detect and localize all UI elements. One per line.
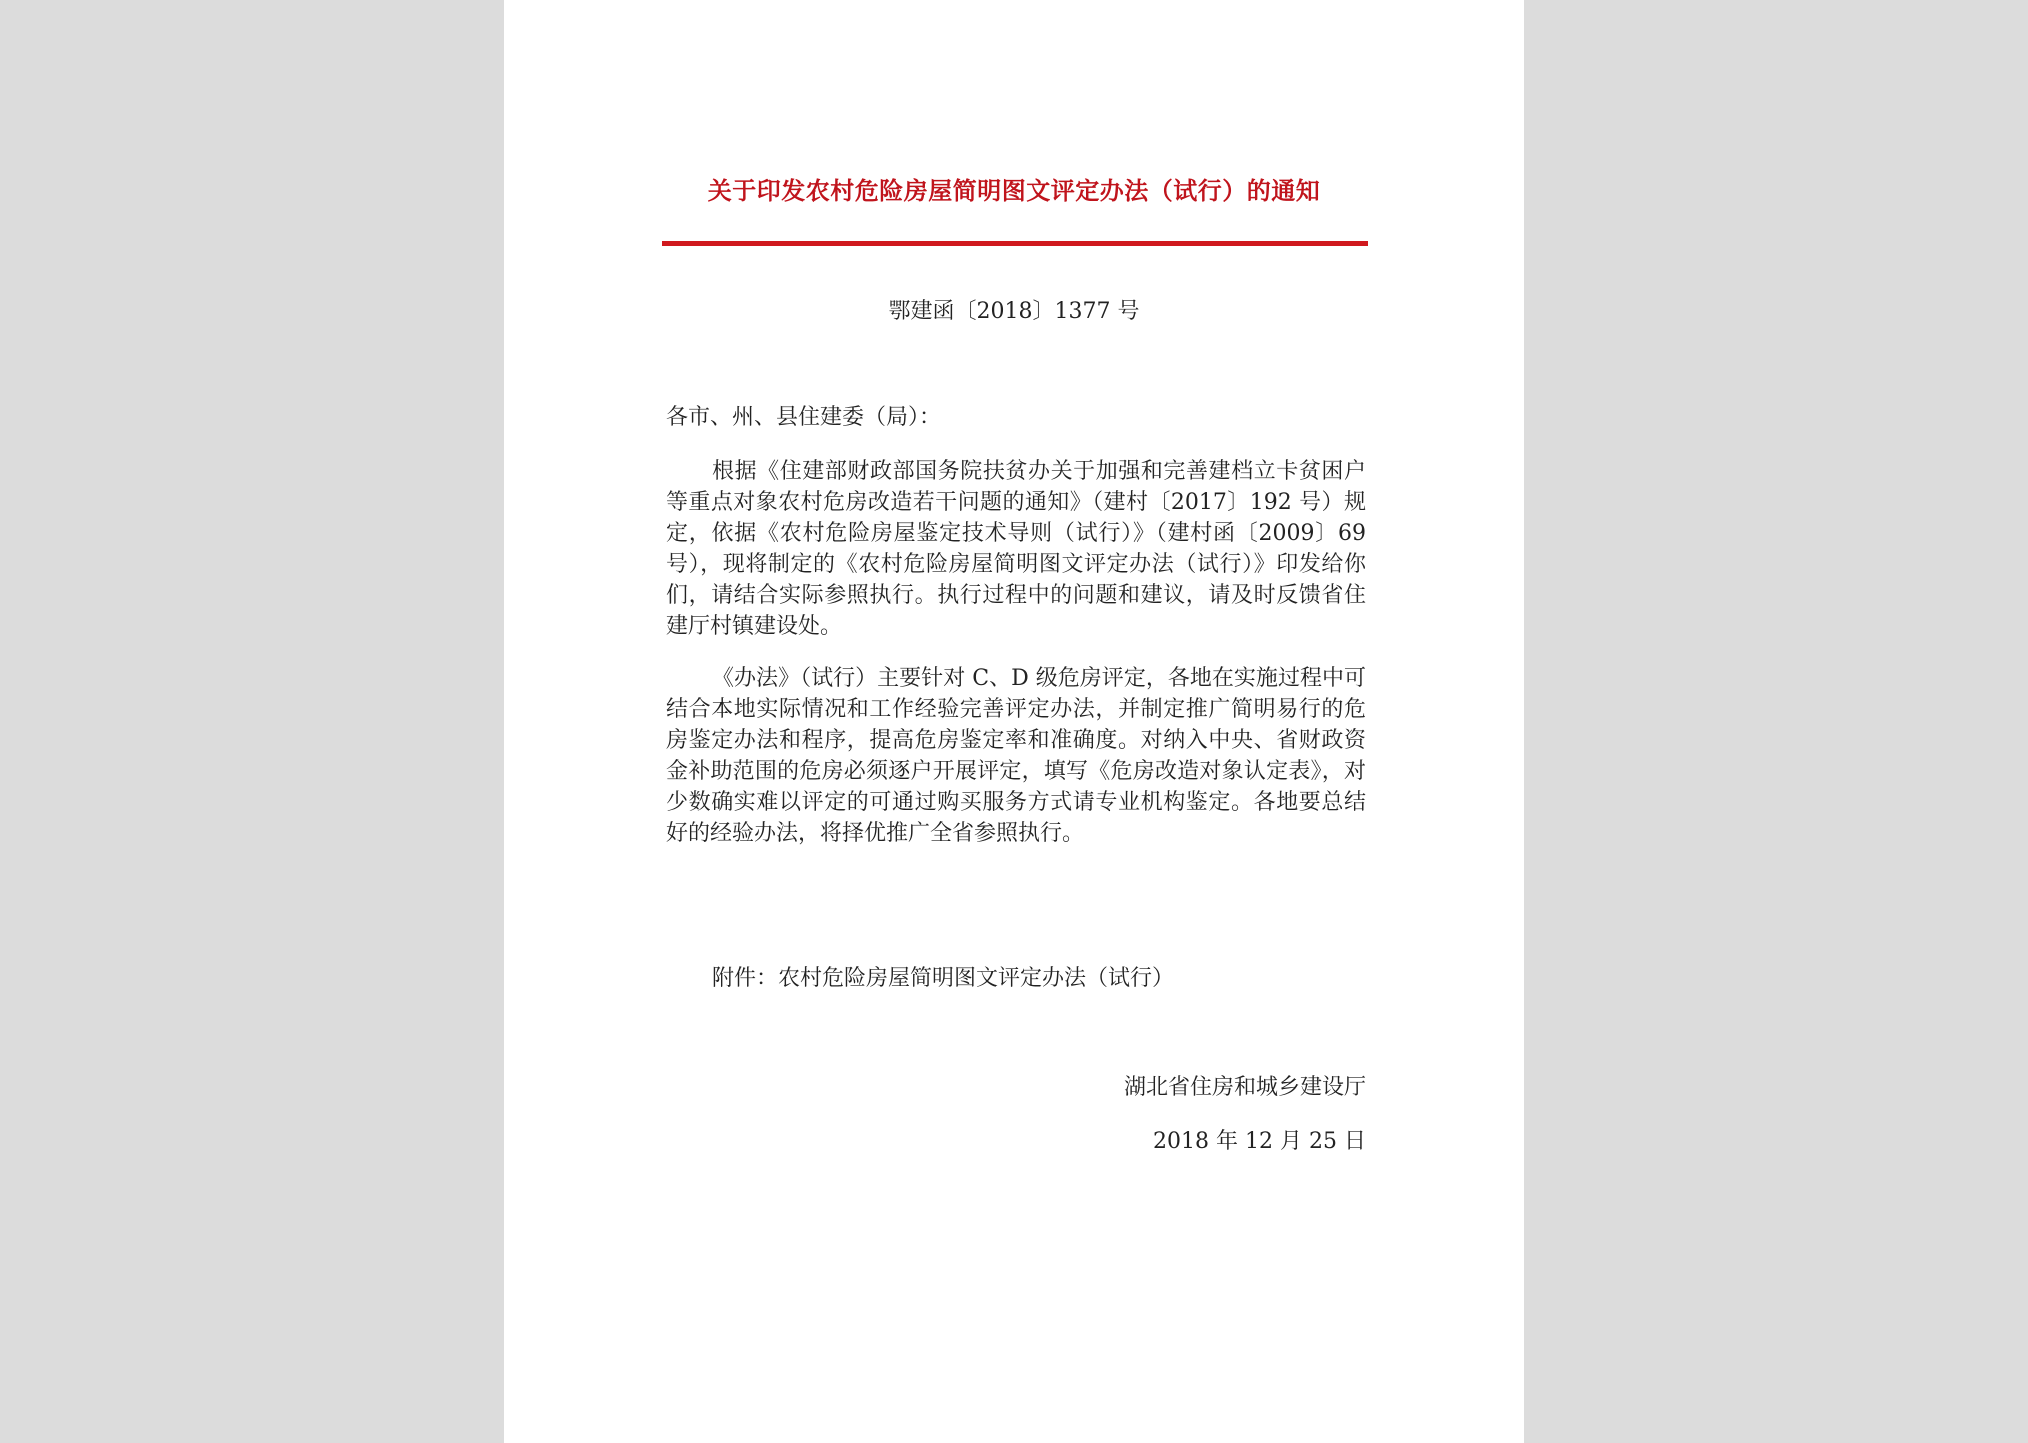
document-number: 鄂建函〔2018〕1377 号 bbox=[888, 299, 1140, 324]
paragraph-2: 《办法》（试行）主要针对 C、D 级危房评定，各地在实施过程中可结合本地实际情况和工作经验完善评定办法，并制定推广简明易行的危房鉴定办法和程序，提高危房鉴定率和准确度。对纳入中央、省财政资金补助范围的危房必须逐户开展评定，填写《危房改造对象认定表》，对少数确实难以评定的可通过购买服务方式请专业机构鉴定。各地要总结好的经验办法，将择优推广全省参照执行。 bbox=[666, 666, 1366, 846]
attachment-line: 附件：农村危险房屋简明图文评定办法（试行） bbox=[712, 966, 1175, 991]
paragraph-1: 根据《住建部财政部国务院扶贫办关于加强和完善建档立卡贫困户等重点对象农村危房改造若干问题的通知》（建村〔2017〕192 号）规定，依据《农村危险房屋鉴定技术导则（试行）》（建村函〔2009〕69 号），现将制定的《农村危险房屋简明图文评定办法（试行）》印发给你们，请结合实际参照执行。执行过程中的问题和建议，请及时反馈省住建厅村镇建设处。 bbox=[666, 459, 1366, 639]
document-page bbox=[504, 0, 1524, 1443]
salutation: 各市、州、县住建委（局）： bbox=[666, 405, 942, 430]
red-header-rule bbox=[662, 241, 1368, 246]
document-title: 关于印发农村危险房屋简明图文评定办法（试行）的通知 bbox=[707, 176, 1321, 205]
issuer-name: 湖北省住房和城乡建设厅 bbox=[1123, 1075, 1366, 1100]
issue-date: 2018 年 12 月 25 日 bbox=[1153, 1129, 1366, 1154]
